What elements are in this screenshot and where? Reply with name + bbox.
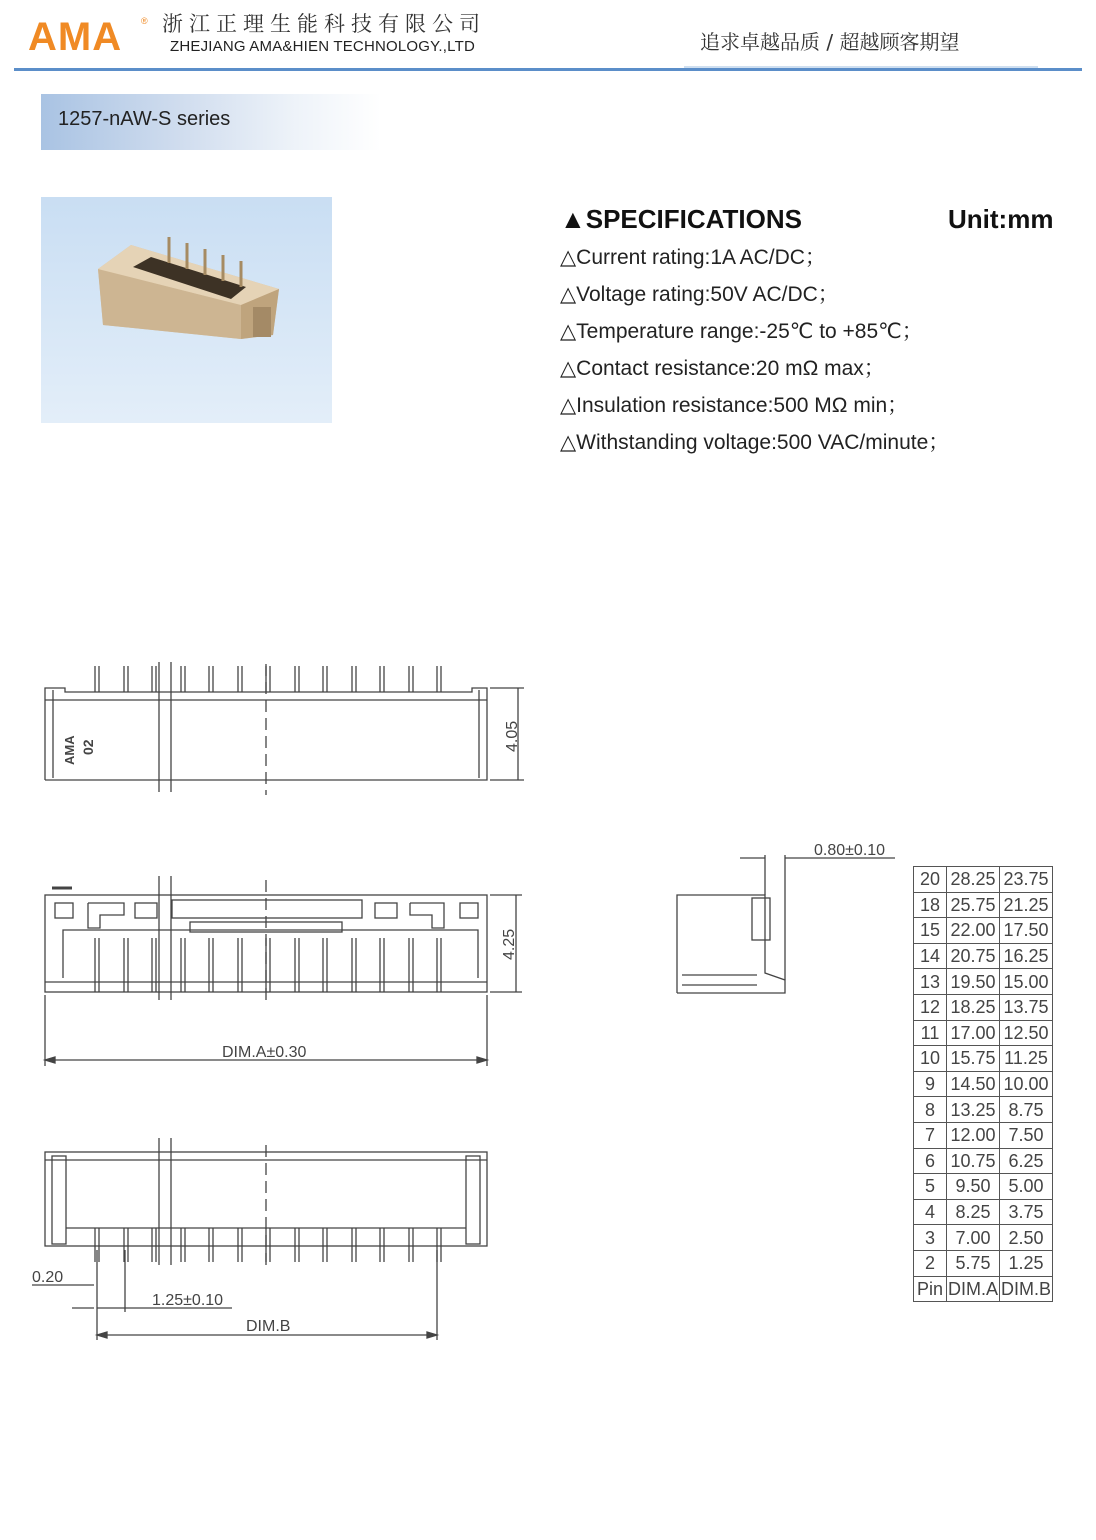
pin-count-cell: 13 <box>914 969 947 995</box>
table-row <box>914 1071 1053 1097</box>
dim-a-cell: 17.00 <box>947 1020 1000 1046</box>
table-row <box>914 1199 1053 1225</box>
dim-b-cell: 6.25 <box>1000 1148 1053 1174</box>
specs-unit: Unit:mm <box>948 204 1054 234</box>
front-height-label: 4.05 <box>504 720 521 752</box>
dim-b-label: DIM.B <box>246 1318 291 1335</box>
company-name-en: ZHEJIANG AMA&HIEN TECHNOLOGY.,LTD <box>170 38 475 55</box>
pin-count-cell: 2 <box>914 1250 947 1276</box>
pin-count-cell: 3 <box>914 1225 947 1251</box>
table-row <box>914 994 1053 1020</box>
dim-a-label: DIM.A±0.30 <box>222 1044 307 1061</box>
dim-b-cell: 5.00 <box>1000 1174 1053 1200</box>
logo-text: AMA <box>28 15 123 56</box>
dim-a-cell: 14.50 <box>947 1071 1000 1097</box>
column-header-pin: Pin <box>914 1276 947 1302</box>
dim-a-cell: 15.75 <box>947 1046 1000 1072</box>
dim-b-cell: 8.75 <box>1000 1097 1053 1123</box>
dim-b-cell: 13.75 <box>1000 994 1053 1020</box>
slogan: 追求卓越品质 / 超越顾客期望 <box>700 30 960 54</box>
top-view <box>45 876 522 1066</box>
pin-count-cell: 9 <box>914 1071 947 1097</box>
dim-a-cell: 5.75 <box>947 1250 1000 1276</box>
pin-count-cell: 14 <box>914 943 947 969</box>
table-row <box>914 969 1053 995</box>
dim-a-cell: 25.75 <box>947 892 1000 918</box>
dim-a-cell: 10.75 <box>947 1148 1000 1174</box>
spec-item: △Withstanding voltage:500 VAC/minute； <box>560 431 950 454</box>
dim-b-cell: 23.75 <box>1000 867 1053 893</box>
bottom-view <box>32 1138 487 1340</box>
pin-count-cell: 15 <box>914 918 947 944</box>
spec-item: △Temperature range:-25℃ to +85℃； <box>560 320 923 343</box>
table-row <box>914 1097 1053 1123</box>
dim-b-cell: 21.25 <box>1000 892 1053 918</box>
dim-b-cell: 12.50 <box>1000 1020 1053 1046</box>
company-name-cn: 浙江正理生能科技有限公司 <box>162 12 486 36</box>
table-row <box>914 892 1053 918</box>
table-row <box>914 1122 1053 1148</box>
table-row <box>914 1250 1053 1276</box>
front-marking-pins: 02 <box>80 739 96 755</box>
column-header-dim-b: DIM.B <box>1000 1276 1053 1302</box>
pin-count-cell: 4 <box>914 1199 947 1225</box>
spec-item: △Voltage rating:50V AC/DC； <box>560 283 839 306</box>
dim-a-cell: 18.25 <box>947 994 1000 1020</box>
table-row <box>914 1225 1053 1251</box>
svg-text:®: ® <box>141 16 148 26</box>
dim-a-cell: 20.75 <box>947 943 1000 969</box>
dim-a-cell: 7.00 <box>947 1225 1000 1251</box>
side-view <box>677 855 895 993</box>
table-header-row <box>914 1276 1053 1302</box>
dim-a-cell: 22.00 <box>947 918 1000 944</box>
dim-b-cell: 3.75 <box>1000 1199 1053 1225</box>
series-title: 1257-nAW-S series <box>58 108 231 130</box>
column-header-dim-a: DIM.A <box>947 1276 1000 1302</box>
dim-a-cell: 12.00 <box>947 1122 1000 1148</box>
pin-count-cell: 8 <box>914 1097 947 1123</box>
table-row <box>914 1174 1053 1200</box>
pin-count-cell: 5 <box>914 1174 947 1200</box>
dimension-table <box>913 866 1053 1302</box>
dim-b-cell: 10.00 <box>1000 1071 1053 1097</box>
dim-a-cell: 8.25 <box>947 1199 1000 1225</box>
pin-width-label: 0.20 <box>32 1269 64 1286</box>
pitch-label: 1.25±0.10 <box>152 1292 224 1309</box>
table-row <box>914 1148 1053 1174</box>
pin-count-cell: 11 <box>914 1020 947 1046</box>
spec-item: △Contact resistance:20 mΩ max； <box>560 357 885 380</box>
table-row <box>914 1046 1053 1072</box>
front-marking-brand: AMA <box>62 735 77 765</box>
table-row <box>914 867 1053 893</box>
pin-count-cell: 20 <box>914 867 947 893</box>
spec-item: △Insulation resistance:500 MΩ min； <box>560 394 909 417</box>
dim-b-cell: 7.50 <box>1000 1122 1053 1148</box>
dim-a-cell: 9.50 <box>947 1174 1000 1200</box>
dim-b-cell: 1.25 <box>1000 1250 1053 1276</box>
table-row <box>914 918 1053 944</box>
pin-count-cell: 7 <box>914 1122 947 1148</box>
table-row <box>914 943 1053 969</box>
dim-a-cell: 19.50 <box>947 969 1000 995</box>
table-row <box>914 1020 1053 1046</box>
top-height-label: 4.25 <box>501 928 518 960</box>
dim-b-cell: 15.00 <box>1000 969 1053 995</box>
specs-title: ▲SPECIFICATIONS <box>560 204 802 234</box>
pin-count-cell: 6 <box>914 1148 947 1174</box>
side-thickness-label: 0.80±0.10 <box>814 842 886 859</box>
pin-count-cell: 12 <box>914 994 947 1020</box>
dim-a-cell: 13.25 <box>947 1097 1000 1123</box>
front-view <box>45 662 524 795</box>
pin-count-cell: 18 <box>914 892 947 918</box>
dim-b-cell: 16.25 <box>1000 943 1053 969</box>
pin-count-cell: 10 <box>914 1046 947 1072</box>
dim-b-cell: 11.25 <box>1000 1046 1053 1072</box>
spec-item: △Current rating:1A AC/DC； <box>560 246 826 269</box>
dim-a-cell: 28.25 <box>947 867 1000 893</box>
dim-b-cell: 17.50 <box>1000 918 1053 944</box>
dim-b-cell: 2.50 <box>1000 1225 1053 1251</box>
